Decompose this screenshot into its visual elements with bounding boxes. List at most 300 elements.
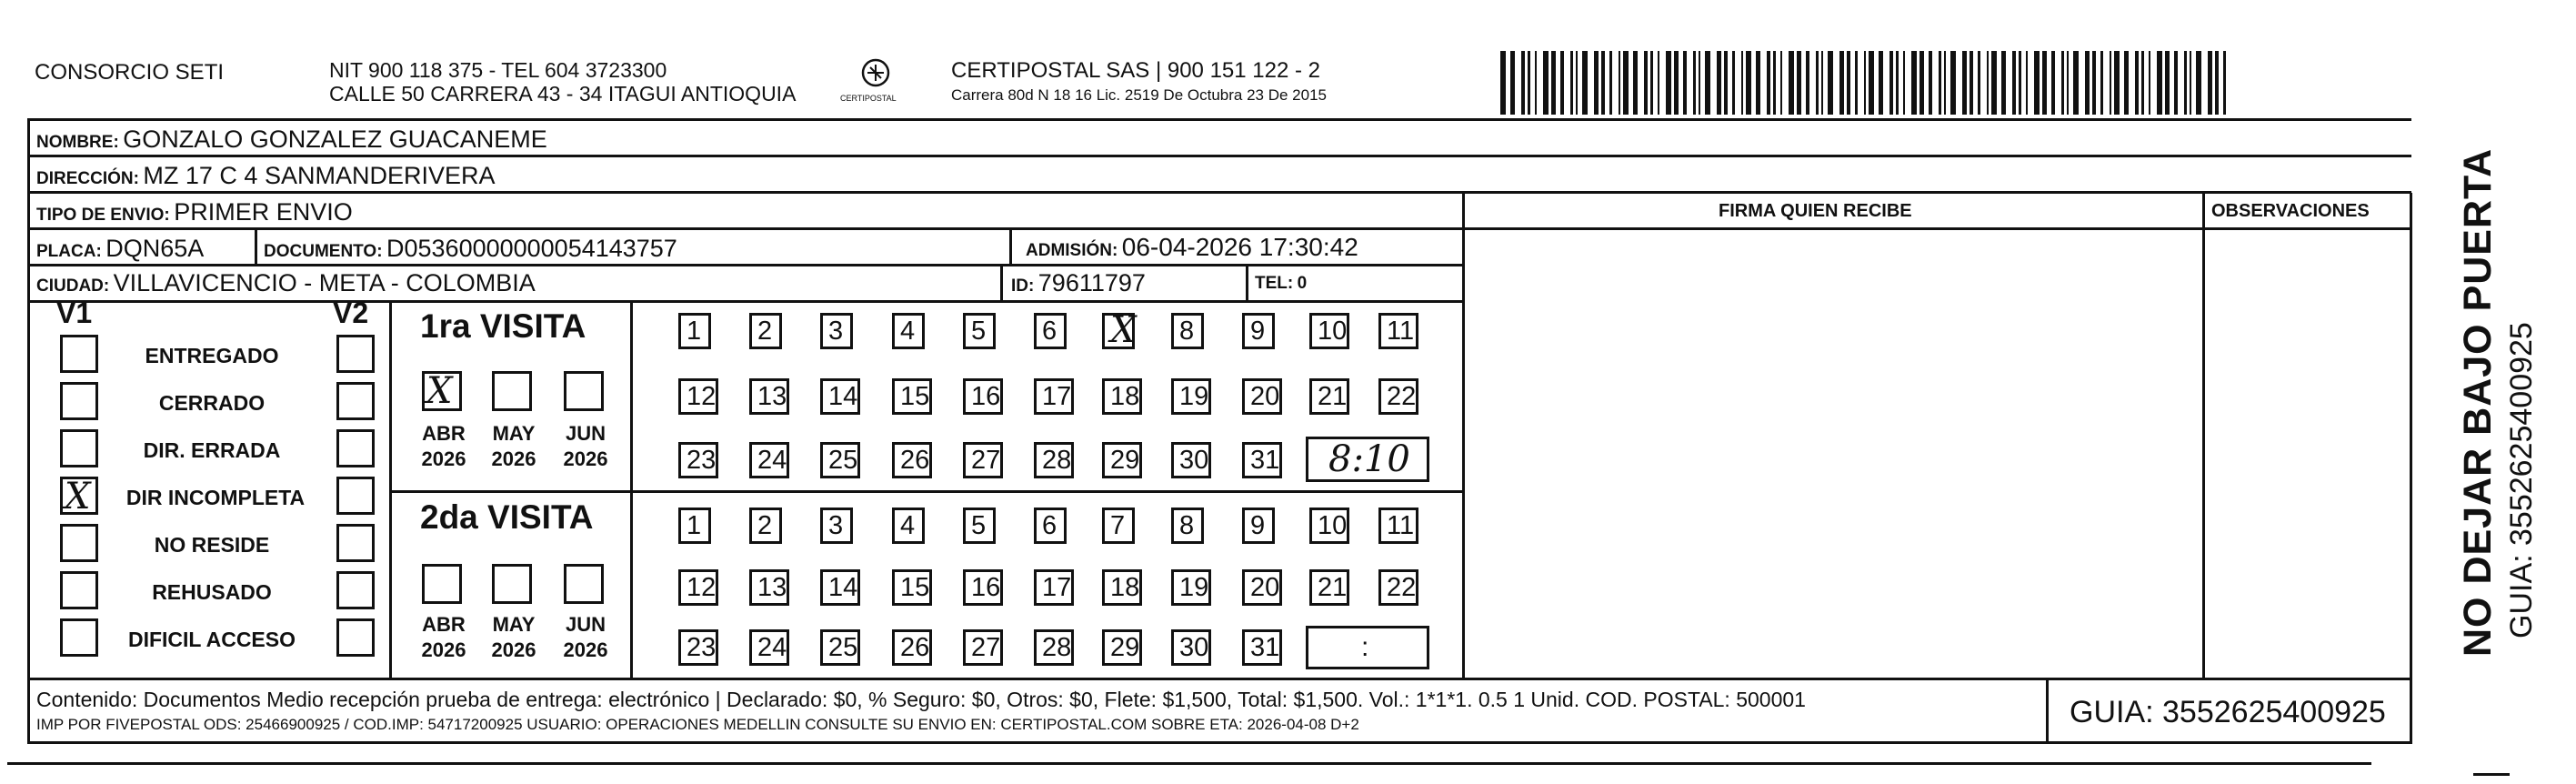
first-day-label: 22 [1387,382,1417,411]
second-day-21[interactable] [1309,569,1349,606]
first-day-label: 29 [1110,446,1140,475]
first-day-mark: X [1110,309,1137,351]
nombre-value: GONZALO GONZALEZ GUACANEME [123,126,547,153]
second-day-3[interactable] [820,508,853,544]
placa-row [36,236,204,261]
second-day-16[interactable] [963,569,1003,606]
first-day-10[interactable] [1309,313,1349,349]
first-day-label: 15 [900,382,930,411]
barcode-bar [2085,51,2090,115]
first-day-1[interactable] [678,313,711,349]
guia-box-text: GUIA: 3552625400925 [2070,695,2386,729]
barcode-bar [1623,51,1629,115]
second-day-label: 13 [757,573,787,602]
certipostal-logo [835,53,917,107]
barcode-bar [1821,51,1823,115]
barcode-bar [1510,51,1515,115]
second-day-6[interactable] [1034,508,1067,544]
barcode-bar [2223,51,2226,115]
barcode-bar [2157,51,2162,115]
address-line: CALLE 50 CARRERA 43 - 34 ITAGUI ANTIOQUIA [329,82,797,106]
barcode-bar [1828,51,1833,115]
nit-line: NIT 900 118 375 - TEL 604 3723300 [329,58,667,82]
second-day-label: 16 [971,573,1001,602]
second-month-label-jun: JUN [565,613,606,636]
documento-label: DOCUMENTO: [264,242,383,261]
no-dejar-text: NO DEJAR BAJO PUERTA [2456,147,2500,657]
first-day-label: 2 [757,317,773,346]
barcode-bar [2012,51,2016,115]
barcode-bar [1879,51,1883,115]
license-line: Carrera 80d N 18 16 Lic. 2519 De Octubra 23 De 2015 [951,86,1327,104]
ciudad-label: CIUDAD: [36,276,110,296]
v2-checkbox-rehusado[interactable] [336,571,375,609]
barcode-bar [1535,51,1537,115]
second-day-label: 25 [828,633,858,662]
first-day-label: 4 [900,317,916,346]
barcode-bar [1666,51,1671,115]
second-day-8[interactable] [1171,508,1204,544]
barcode-bar [1869,51,1874,115]
barcode-bar [1756,51,1760,115]
first-day-label: 3 [828,317,844,346]
first-day-label: 9 [1250,317,1266,346]
barcode-bar [1551,51,1556,115]
second-time-value: : [1361,632,1369,662]
barcode-bar [2114,51,2120,115]
barcode-bar [1570,51,1573,115]
barcode-bar [1644,51,1648,115]
first-day-7[interactable] [1102,309,1137,351]
first-day-25[interactable] [820,442,860,478]
second-day-24[interactable] [749,629,789,666]
second-day-13[interactable] [749,569,789,606]
nombre-label: NOMBRE: [36,133,119,152]
admision-label: ADMISIÓN: [1026,241,1118,260]
reason-cerrado: CERRADO [158,391,266,415]
second-day-10[interactable] [1309,508,1349,544]
barcode-bar [1699,51,1700,115]
first-day-label: 25 [828,446,858,475]
barcode-bar [1705,51,1710,115]
barcode-bar [1674,51,1679,115]
barcode-bar [2165,51,2170,115]
barcode [1500,51,2237,115]
second-day-label: 30 [1179,633,1209,662]
first-day-22[interactable] [1378,378,1418,415]
first-day-13[interactable] [749,378,789,415]
first-day-label: 12 [687,382,717,411]
barcode-bar [1732,51,1735,115]
second-day-label: 11 [1387,511,1415,540]
second-day-14[interactable] [820,569,860,606]
second-day-label: 4 [900,511,916,540]
contenido-text: Contenido: Documentos Medio recepción prueba de entrega: electrónico | Declarado: $0, % Seguro: $0, Otros: $0, Flete: $1,500, Total: $1,500. Vol.: 1*1*1. 0.5 1 Unid. COD. POSTAL: 500001 [36,688,1806,711]
tipo-label: TIPO DE ENVIO: [36,206,170,225]
barcode-bar [1773,51,1776,115]
barcode-bar [1991,51,1997,115]
barcode-bar [1987,51,1989,115]
barcode-bar [1767,51,1770,115]
first-day-label: 10 [1318,317,1348,346]
barcode-bar [1717,51,1721,115]
barcode-bar [2215,51,2219,115]
barcode-bar [1683,51,1687,115]
placa-value: DQN65A [105,235,205,262]
second-day-label: 26 [900,633,930,662]
first-month-label-apr: ABR [422,422,466,445]
barcode-bar [1896,51,1899,115]
id-value: 79611797 [1037,269,1146,297]
barcode-bar [1903,51,1905,115]
second-day-30[interactable] [1171,629,1211,666]
placa-label: PLACA: [36,242,102,261]
v2-checkbox-entregado[interactable] [336,335,375,373]
barcode-bar [1780,51,1782,115]
second-day-label: 18 [1110,573,1140,602]
second-month-label-may: MAY [492,613,536,636]
barcode-bar [1528,51,1530,115]
barcode-bar [2110,51,2111,115]
first-day-19[interactable] [1171,378,1211,415]
observaciones-header: OBSERVACIONES [2211,201,2370,221]
second-day-5[interactable] [963,508,996,544]
barcode-bar [2100,51,2103,115]
first-day-label: 13 [757,382,787,411]
first-day-label: 6 [1042,317,1057,346]
first-visit-title: 1ra VISITA [420,307,586,345]
documento-value: D05360000000054143757 [386,235,677,262]
second-day-label: 5 [971,511,987,540]
barcode-bar [1601,51,1605,115]
first-day-23[interactable] [678,442,718,478]
first-day-5[interactable] [963,313,996,349]
second-day-label: 9 [1250,511,1266,540]
ciudad-value: VILLAVICENCIO - META - COLOMBIA [113,269,536,297]
second-day-label: 28 [1042,633,1072,662]
second-day-label: 19 [1179,573,1209,602]
second-day-label: 12 [687,573,717,602]
v1-check-mark: X [65,476,91,518]
second-year-label-apr: 2026 [421,638,466,661]
tel-label: TEL: [1255,274,1294,293]
nombre-row [36,127,547,152]
v2-checkbox-dir-incompleta[interactable] [336,477,375,515]
first-day-label: 23 [687,446,717,475]
second-day-label: 27 [971,633,1001,662]
barcode-bar [1864,51,1866,115]
barcode-bar [1929,51,1932,115]
direccion-label: DIRECCIÓN: [36,169,139,188]
first-month-apr[interactable] [422,371,462,411]
first-day-label: 8 [1179,317,1195,346]
barcode-bar [1962,51,1967,115]
first-day-27[interactable] [963,442,1003,478]
first-day-18[interactable] [1102,378,1142,415]
v2-checkbox-cerrado[interactable] [336,382,375,420]
first-day-label: 30 [1179,446,1209,475]
reason-dificil-acceso: DIFICIL ACCESO [127,628,296,651]
tipo-row [36,200,353,225]
barcode-bar [1939,51,1941,115]
logo-text: CERTIPOSTAL [840,94,897,103]
first-day-29[interactable] [1102,442,1142,478]
v2-checkbox-dir-errada[interactable] [336,429,375,467]
second-day-label: 22 [1387,573,1417,602]
reason-dir-incompleta: DIR INCOMPLETA [125,486,306,509]
first-month-label-may: MAY [492,422,536,445]
barcode-bar [1944,51,1946,115]
second-day-27[interactable] [963,629,1003,666]
barcode-bar [1839,51,1844,115]
carrier-line: CERTIPOSTAL SAS | 900 151 122 - 2 [951,58,1320,83]
barcode-bar [1950,51,1956,115]
first-day-21[interactable] [1309,378,1349,415]
first-day-label: 31 [1250,446,1280,475]
first-time-value: 8:10 [1328,438,1410,480]
direccion-row [36,164,496,188]
first-month-jun[interactable] [564,371,604,411]
barcode-bar [2184,51,2187,115]
barcode-bar [2042,51,2047,115]
barcode-bar [1619,51,1620,115]
barcode-bar [1919,51,1924,115]
second-visit-title: 2da VISITA [420,498,594,536]
barcode-bar [1889,51,1893,115]
second-day-2[interactable] [749,508,782,544]
direccion-value: MZ 17 C 4 SANMANDERIVERA [143,162,496,189]
barcode-bar [1582,51,1588,115]
v1-checkbox-dir-incompleta[interactable] [60,476,98,518]
barcode-bar [2124,51,2129,115]
barcode-bar [2073,51,2079,115]
barcode-bar [1806,51,1809,115]
barcode-bar [1609,51,1612,115]
second-day-28[interactable] [1034,629,1074,666]
first-day-label: 18 [1110,382,1140,411]
second-day-label: 7 [1110,511,1126,540]
barcode-bar [1594,51,1599,115]
id-label: ID: [1011,276,1035,296]
second-month-apr[interactable] [422,564,462,604]
v2-label: V2 [333,297,369,329]
company-name: CONSORCIO SETI [35,60,225,85]
second-month-may[interactable] [492,564,532,604]
first-day-label: 24 [757,446,787,475]
second-day-7[interactable] [1102,508,1135,544]
first-day-20[interactable] [1242,378,1282,415]
barcode-bar [2051,51,2055,115]
barcode-bar [1560,51,1564,115]
first-day-28[interactable] [1034,442,1074,478]
barcode-bar [1746,51,1751,115]
barcode-bar [1970,51,1973,115]
barcode-bar [1650,51,1653,115]
first-month-may[interactable] [492,371,532,411]
second-day-26[interactable] [892,629,932,666]
second-month-label-apr: ABR [422,613,466,636]
second-day-12[interactable] [678,569,718,606]
v1-checkbox-no-reside[interactable] [60,524,98,562]
barcode-bar [1911,51,1917,115]
first-year-label-may: 2026 [491,447,536,470]
barcode-bar [2067,51,2069,115]
v1-checkbox-cerrado[interactable] [60,382,98,420]
second-day-label: 20 [1250,573,1280,602]
v2-checkbox-dificil-acceso[interactable] [336,618,375,657]
second-day-31[interactable] [1242,629,1282,666]
second-day-label: 6 [1042,511,1057,540]
barcode-bar [2092,51,2096,115]
second-month-jun[interactable] [564,564,604,604]
first-month-label-jun: JUN [565,422,606,445]
second-year-label-may: 2026 [491,638,536,661]
first-day-12[interactable] [678,378,718,415]
tel-value: 0 [1297,274,1308,293]
second-day-19[interactable] [1171,569,1211,606]
first-day-24[interactable] [749,442,789,478]
first-year-label-apr: 2026 [421,447,466,470]
second-day-25[interactable] [820,629,860,666]
tel-row [1255,275,1307,292]
second-day-label: 8 [1179,511,1195,540]
first-time-box[interactable] [1306,437,1429,482]
second-day-15[interactable] [892,569,932,606]
first-day-4[interactable] [892,313,925,349]
barcode-bar [2174,51,2178,115]
first-day-label: 17 [1042,382,1072,411]
first-day-label: 28 [1042,446,1072,475]
second-year-label-jun: 2026 [563,638,608,661]
barcode-bar [2208,51,2212,115]
admision-value: 06-04-2026 17:30:42 [1121,233,1358,261]
first-day-16[interactable] [963,378,1003,415]
barcode-bar [1797,51,1801,115]
barcode-bar [1724,51,1728,115]
reason-rehusado: REHUSADO [152,580,272,604]
barcode-bar [2034,51,2040,115]
barcode-bar [1521,51,1525,115]
second-day-label: 1 [687,511,702,540]
second-day-label: 24 [757,633,787,662]
barcode-bar [1576,51,1578,115]
first-day-label: 16 [971,382,1001,411]
second-day-29[interactable] [1102,629,1142,666]
first-day-label: 11 [1387,317,1415,346]
side-guia-text: GUIA: 3552625400925 [2504,322,2539,638]
first-day-label: 26 [900,446,930,475]
second-day-label: 10 [1318,511,1348,540]
v1-checkbox-rehusado[interactable] [60,571,98,609]
barcode-bar [1847,51,1850,115]
second-day-18[interactable] [1102,569,1142,606]
first-day-9[interactable] [1242,313,1275,349]
v1-label: V1 [56,297,93,329]
v2-checkbox-no-reside[interactable] [336,524,375,562]
first-day-label: 19 [1179,382,1209,411]
reason-dir-errada: DIR. ERRADA [143,438,281,462]
second-day-label: 14 [828,573,858,602]
first-day-14[interactable] [820,378,860,415]
imp-text: IMP POR FIVEPOSTAL ODS: 25466900925 / COD.IMP: 54717200925 USUARIO: OPERACIONES MEDELLIN CONSULTE SU ENVIO EN: CERTIPOSTAL.COM SOBRE ETA: 2026-04-08 D+2 [36,716,1359,733]
barcode-bar [2196,51,2201,115]
first-year-label-jun: 2026 [563,447,608,470]
second-day-label: 31 [1250,633,1280,662]
second-day-4[interactable] [892,508,925,544]
second-day-11[interactable] [1378,508,1418,544]
documento-row [264,236,677,261]
second-day-label: 2 [757,511,773,540]
second-day-23[interactable] [678,629,718,666]
ciudad-row [36,271,536,296]
first-day-3[interactable] [820,313,853,349]
first-day-11[interactable] [1378,313,1418,349]
first-day-8[interactable] [1171,313,1204,349]
second-time-box[interactable] [1306,626,1429,669]
barcode-bar [1543,51,1549,115]
second-day-20[interactable] [1242,569,1282,606]
second-day-17[interactable] [1034,569,1074,606]
second-day-label: 23 [687,633,717,662]
barcode-bar [2061,51,2064,115]
admision-row [1026,235,1358,260]
reason-no-reside: NO RESIDE [154,533,270,557]
first-day-26[interactable] [892,442,932,478]
barcode-bar [2026,51,2028,115]
second-day-label: 15 [900,573,930,602]
barcode-bar [1789,51,1794,115]
barcode-bar [1741,51,1743,115]
first-day-label: 14 [828,382,858,411]
barcode-bar [2019,51,2021,115]
id-row [1011,271,1146,296]
v1-checkbox-dificil-acceso[interactable] [60,618,98,657]
first-month-mark: X [426,370,453,412]
first-day-31[interactable] [1242,442,1282,478]
tipo-value: PRIMER ENVIO [174,198,353,226]
first-day-label: 21 [1318,382,1348,411]
first-day-label: 27 [971,446,1001,475]
reason-entregado: ENTREGADO [145,344,279,367]
second-day-22[interactable] [1378,569,1418,606]
barcode-bar [2149,51,2150,115]
second-day-label: 3 [828,511,844,540]
barcode-bar [1693,51,1696,115]
first-day-label: 1 [687,317,702,346]
second-day-label: 17 [1042,573,1072,602]
second-day-1[interactable] [678,508,711,544]
second-day-label: 21 [1318,573,1348,602]
second-day-9[interactable] [1242,508,1275,544]
barcode-bar [2001,51,2006,115]
first-day-30[interactable] [1171,442,1211,478]
barcode-bar [1816,51,1819,115]
first-day-15[interactable] [892,378,932,415]
first-day-6[interactable] [1034,313,1067,349]
v1-checkbox-entregado[interactable] [60,335,98,373]
barcode-bar [2135,51,2139,115]
barcode-bar [1978,51,1980,115]
barcode-bar [2141,51,2144,115]
second-day-label: 29 [1110,633,1140,662]
first-day-17[interactable] [1034,378,1074,415]
barcode-bar [1500,51,1506,115]
first-day-2[interactable] [749,313,782,349]
first-day-label: 5 [971,317,987,346]
first-day-label: 20 [1250,382,1280,411]
v1-checkbox-dir-errada[interactable] [60,429,98,467]
barcode-bar [1855,51,1858,115]
